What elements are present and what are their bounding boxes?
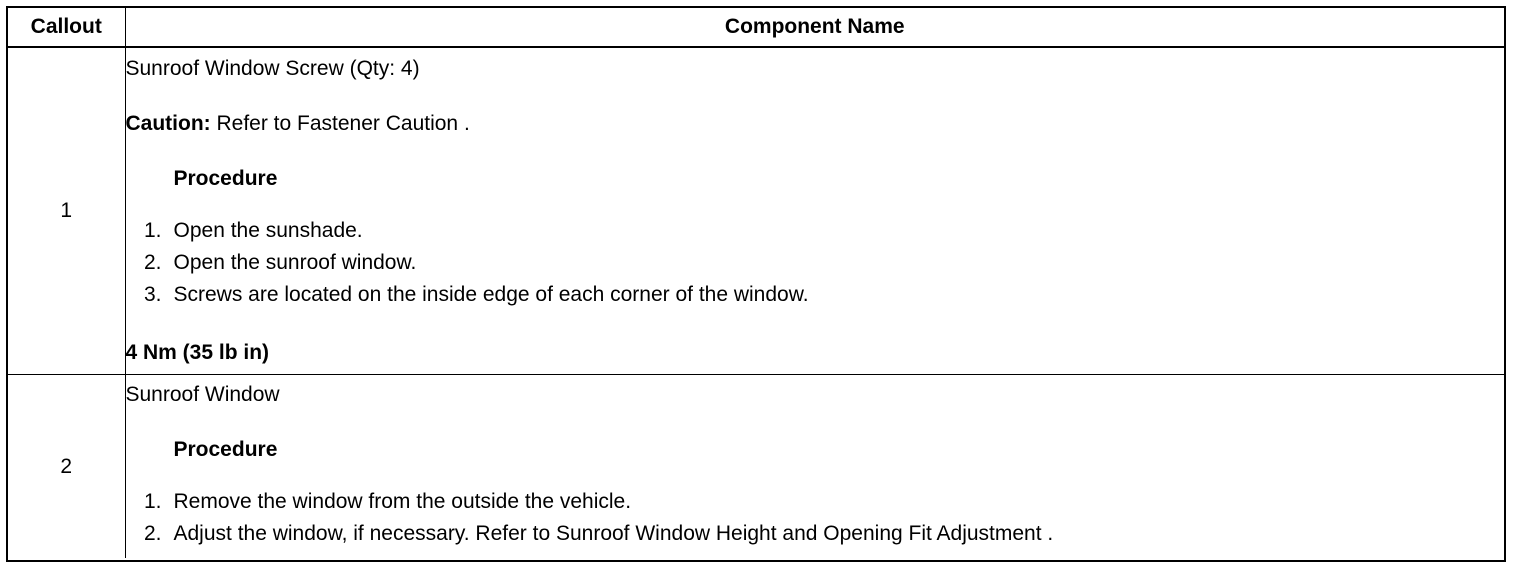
procedure-heading: Procedure xyxy=(173,167,278,190)
step-number: 2. xyxy=(143,522,162,545)
component-title: Sunroof Window xyxy=(125,383,280,406)
callout-header: Callout xyxy=(8,8,125,47)
step-text: Open the sunroof window. xyxy=(173,251,417,274)
component-cell xyxy=(125,375,1504,559)
step-number: 1. xyxy=(143,490,162,513)
step-number: 3. xyxy=(143,283,162,306)
step-text: Screws are located on the inside edge of each corner of the window. xyxy=(173,283,809,306)
list-item xyxy=(126,518,1505,550)
component-title: Sunroof Window Screw (Qty: 4) xyxy=(125,57,420,80)
procedure-heading: Procedure xyxy=(173,438,278,461)
list-item xyxy=(126,215,1505,247)
step-text: Adjust the window, if necessary. Refer to Sunroof Window Height and Opening Fit Adjustment . xyxy=(173,522,1054,545)
list-item xyxy=(126,247,1505,279)
step-text: Remove the window from the outside the vehicle. xyxy=(173,490,632,513)
table-row xyxy=(8,47,1504,375)
component-name-header: Component Name xyxy=(125,8,1504,47)
torque-spec: 4 Nm (35 lb in) xyxy=(125,341,270,364)
caution-text: Refer to Fastener Caution . xyxy=(210,112,470,135)
list-item xyxy=(126,486,1505,518)
caution-label: Caution: xyxy=(125,112,211,135)
component-cell xyxy=(125,47,1504,375)
caution-note xyxy=(126,112,1505,136)
callout-number: 1 xyxy=(8,47,125,375)
header-row xyxy=(8,8,1504,47)
callout-number: 2 xyxy=(8,375,125,559)
step-number: 1. xyxy=(143,219,162,242)
component-table xyxy=(8,8,1504,558)
list-item xyxy=(126,279,1505,311)
step-number: 2. xyxy=(143,251,162,274)
procedure-steps xyxy=(126,486,1505,550)
parts-table-frame xyxy=(6,6,1506,562)
procedure-steps xyxy=(126,215,1505,311)
table-row xyxy=(8,375,1504,559)
step-text: Open the sunshade. xyxy=(173,219,363,242)
